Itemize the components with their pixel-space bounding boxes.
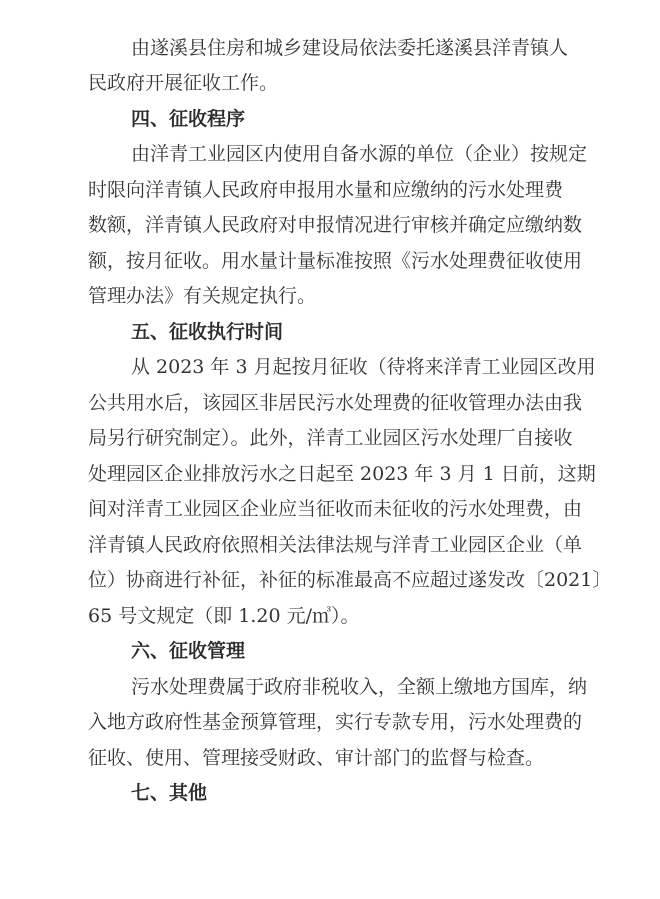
paragraph-execution-line-2: 公共用水后，该园区非居民污水处理费的征收管理办法由我 bbox=[88, 392, 583, 414]
paragraph-execution-line-8: 65 号文规定（即 1.20 元/㎥）。 bbox=[88, 605, 360, 627]
paragraph-management-line-1: 污水处理费属于政府非税收入，全额上缴地方国库，纳 bbox=[131, 676, 588, 698]
paragraph-procedure-line-1: 由洋青工业园区内使用自备水源的单位（企业）按规定 bbox=[131, 143, 588, 165]
section-heading-other: 七、其他 bbox=[131, 782, 208, 804]
paragraph-procedure-line-5: 管理办法》有关规定执行。 bbox=[88, 285, 317, 307]
paragraph-execution-line-6: 洋青镇人民政府依照相关法律法规与洋青工业园区企业（单 bbox=[88, 534, 583, 556]
paragraph-management-line-3: 征收、使用、管理接受财政、审计部门的监督与检查。 bbox=[88, 747, 545, 769]
section-heading-management: 六、征收管理 bbox=[131, 640, 246, 662]
paragraph-management-line-2: 入地方政府性基金预算管理，实行专款专用，污水处理费的 bbox=[88, 711, 583, 733]
paragraph-execution-line-3: 局另行研究制定）。此外，洋青工业园区污水处理厂自接收 bbox=[88, 427, 573, 449]
paragraph-procedure-line-4: 额，按月征收。用水量计量标准按照《污水处理费征收使用 bbox=[88, 250, 583, 272]
paragraph-commission-line-1: 由遂溪县住房和城乡建设局依法委托遂溪县洋青镇人 bbox=[131, 37, 569, 59]
section-heading-execution-time: 五、征收执行时间 bbox=[131, 321, 284, 343]
paragraph-execution-line-1: 从 2023 年 3 月起按月征收（待将来洋青工业园区改用 bbox=[131, 356, 596, 378]
paragraph-execution-line-7: 位）协商进行补征，补征的标准最高不应超过遂发改〔2021〕 bbox=[88, 569, 612, 591]
paragraph-execution-line-4: 处理园区企业排放污水之日起至 2023 年 3 月 1 日前，这期 bbox=[88, 463, 596, 485]
section-heading-procedure: 四、征收程序 bbox=[131, 108, 246, 130]
paragraph-commission-line-2: 民政府开展征收工作。 bbox=[88, 72, 279, 94]
paragraph-execution-line-5: 间对洋青工业园区企业应当征收而未征收的污水处理费，由 bbox=[88, 498, 583, 520]
paragraph-procedure-line-3: 数额，洋青镇人民政府对申报情况进行审核并确定应缴纳数 bbox=[88, 214, 583, 236]
paragraph-procedure-line-2: 时限向洋青镇人民政府申报用水量和应缴纳的污水处理费 bbox=[88, 179, 564, 201]
